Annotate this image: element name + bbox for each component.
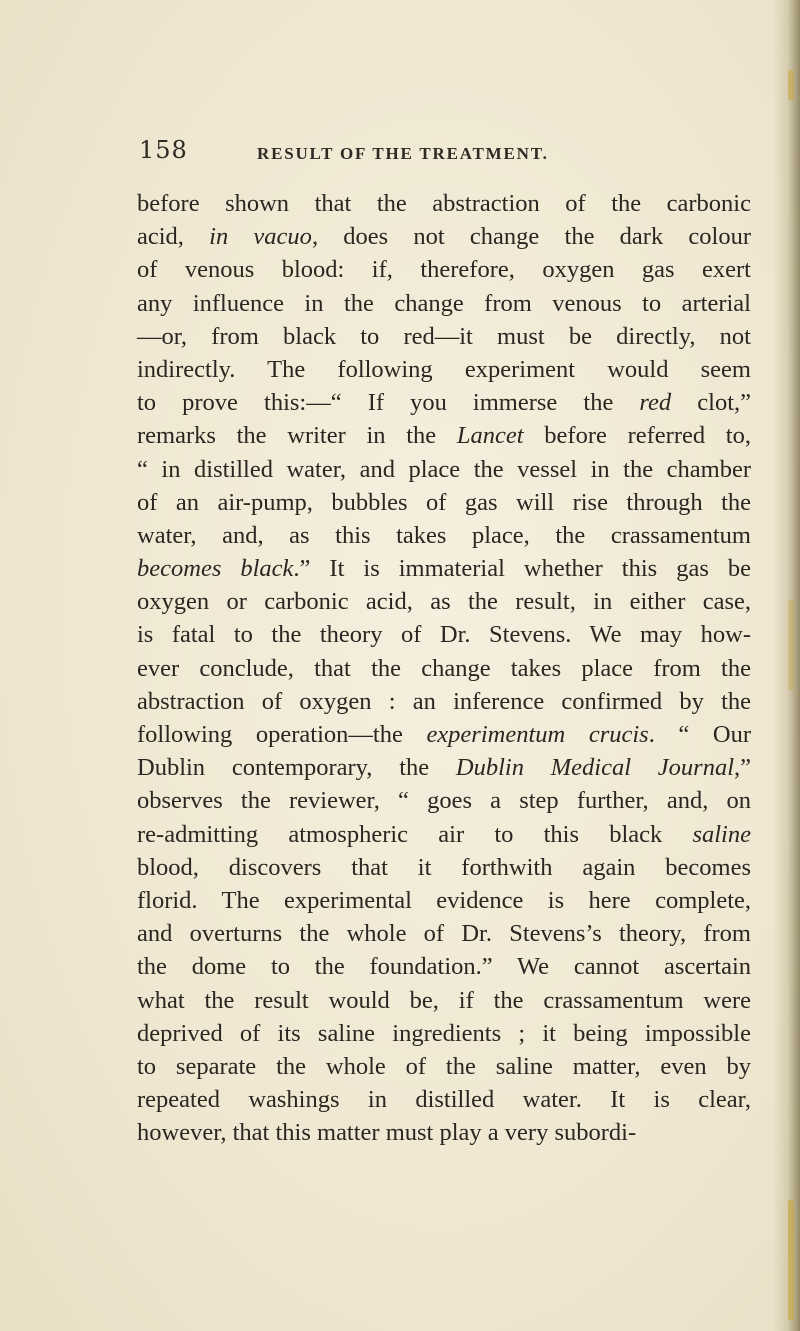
text-run: before referred to, [523, 422, 751, 450]
text-run: water, and, as this takes place, the crassamentum [137, 521, 751, 549]
text-run: oxygen or carbonic acid, as the result, in either case, [137, 588, 751, 616]
text-run: to separate the whole of the saline matter, even by [137, 1052, 751, 1080]
text-run: however, that this matter must play a very subordi- [137, 1119, 637, 1147]
text-run: ,” [734, 754, 751, 782]
text-line [137, 1017, 751, 1050]
text-line [137, 1116, 751, 1149]
italic-text: saline [692, 820, 751, 848]
text-run: repeated washings in distilled water. It is clear, [137, 1086, 751, 1114]
text-run: to prove this:—“ If you immerse the [137, 389, 640, 417]
text-run: .” It is immaterial whether this gas be [293, 555, 751, 583]
text-run: florid. The experimental evidence is here complete, [137, 886, 751, 914]
text-line [137, 320, 751, 353]
text-line [137, 287, 751, 320]
text-line [137, 220, 751, 253]
text-run: and overturns the whole of Dr. Stevens’s theory, from [137, 920, 751, 948]
text-run: deprived of its saline ingredients ; it being impossible [137, 1019, 751, 1047]
text-run: before shown that the abstraction of the carbonic [137, 190, 751, 217]
italic-text: becomes black [137, 555, 294, 583]
text-run: blood, discovers that it forthwith again becomes [137, 853, 751, 881]
italic-text: Lancet [456, 422, 524, 450]
text-run: abstraction of oxygen : an inference confirmed by the [137, 687, 751, 715]
text-line [137, 818, 751, 851]
text-run: —or, from black to red—it must be directly, not [137, 322, 751, 350]
text-run: acid, [137, 223, 210, 251]
text-line [137, 784, 751, 817]
text-line [137, 950, 751, 983]
text-line [137, 1083, 751, 1116]
text-line [137, 685, 751, 718]
text-line [137, 386, 751, 419]
page-number: 158 [139, 136, 188, 164]
text-line [137, 253, 751, 286]
text-run: remarks the writer in the [137, 422, 457, 450]
text-line [137, 751, 751, 784]
text-line [137, 453, 751, 486]
text-run: the dome to the foundation.” We cannot ascertain [137, 953, 751, 981]
page-edge-stain [788, 600, 794, 690]
page-edge-shadow [772, 0, 800, 1331]
text-run: , does not change the dark colour [311, 223, 751, 251]
text-line [137, 884, 751, 917]
italic-text: red [639, 389, 672, 417]
text-line [137, 486, 751, 519]
text-run: any influence in the change from venous to arterial [137, 289, 751, 317]
text-run: re-admitting atmospheric air to this black [137, 820, 693, 848]
text-run: is fatal to the theory of Dr. Stevens. We may how- [137, 621, 751, 649]
text-line [137, 187, 751, 220]
text-run: what the result would be, if the crassamentum were [137, 986, 751, 1014]
text-run: “ in distilled water, and place the vessel in the chamber [137, 455, 751, 483]
text-run: following operation—the [137, 721, 427, 748]
text-line [137, 851, 751, 884]
italic-text: in vacuo [209, 223, 312, 251]
running-title: RESULT OF THE TREATMENT. [257, 144, 549, 163]
text-run: ever conclude, that the change takes place from the [137, 654, 751, 682]
text-line [137, 1050, 751, 1083]
body-text [137, 187, 751, 1149]
page-edge-stain [788, 70, 794, 100]
italic-text: Dublin Medical Journal [455, 754, 734, 782]
text-line [137, 618, 751, 651]
italic-text: experimentum crucis [426, 721, 649, 748]
text-line [137, 585, 751, 618]
text-line [137, 519, 751, 552]
text-run: . “ Our [648, 721, 752, 748]
text-run: of an air-pump, bubbles of gas will rise through the [137, 488, 751, 516]
text-line [137, 552, 751, 585]
text-run: indirectly. The following experiment would seem [137, 355, 751, 383]
text-run: observes the reviewer, “ goes a step further, and, on [137, 787, 751, 815]
text-run: clot,” [671, 389, 751, 417]
text-line [137, 353, 751, 386]
text-line [137, 917, 751, 950]
text-line [137, 652, 751, 685]
text-run: of venous blood: if, therefore, oxygen gas exert [137, 256, 751, 284]
text-line [137, 419, 751, 452]
text-run: Dublin contemporary, the [137, 754, 456, 782]
text-line [137, 984, 751, 1017]
page-edge-stain [788, 1200, 794, 1320]
text-line [137, 718, 751, 751]
page-header [139, 136, 609, 176]
